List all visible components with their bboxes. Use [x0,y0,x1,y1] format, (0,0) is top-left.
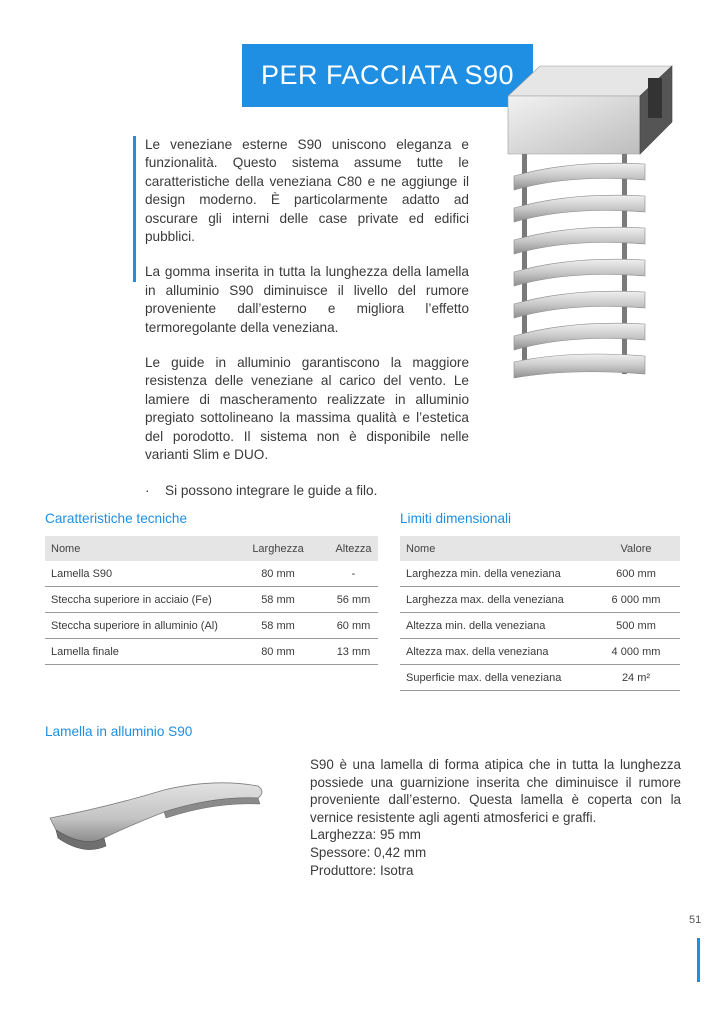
table-cell: Altezza max. della veneziana [400,639,592,665]
intro-paragraph: Le guide in alluminio garantiscono la maggiore resistenza delle veneziane al carico del vento. Le lamiere di mascheramento realizzate in alluminio pregiato sottolineano la massima qualità e l’estetica del porodotto. Il sistema non è disponibile nelle varianti Slim e DUO. [145,355,469,463]
table-cell: Lamella finale [45,639,227,665]
table-cell: 4 000 mm [592,639,680,665]
lamella-width: Larghezza: 95 mm [310,827,421,843]
limits-table [400,536,680,691]
lamella-description-text: S90 è una lamella di forma atipica che in tutta la lunghezza possiede una guarnizione inserita che diminuisce il rumore proveniente dall’esterno. Questa lamella è coperta con la vernice resistente agli agenti atmosferici e graffi. [310,757,681,825]
page-number: 51 [689,914,702,926]
lamella-profile-image [44,772,268,858]
column-header: Nome [45,536,227,561]
table-cell: Larghezza min. della veneziana [400,561,592,587]
table-cell: Lamella S90 [45,561,227,587]
table-cell: 58 mm [227,587,329,613]
table-row [45,639,378,665]
table-cell: 80 mm [227,561,329,587]
intro-paragraph: La gomma inserita in tutta la lunghezza della lamella in alluminio S90 diminuisce il livello del rumore proveniente dall’esterno e migliora l’effetto termoregolante della veneziana. [145,264,469,335]
page-title: PER FACCIATA S90 [260,60,515,90]
intro-text [145,136,469,500]
table-cell: Steccha superiore in acciaio (Fe) [45,587,227,613]
lamella-description [310,756,681,879]
table-cell: Altezza min. della veneziana [400,613,592,639]
table-cell: Larghezza max. della veneziana [400,587,592,613]
column-header: Altezza [329,536,378,561]
lamella-thickness: Spessore: 0,42 mm [310,844,427,860]
table-row [45,587,378,613]
table-cell: - [329,561,378,587]
accent-bar [133,136,136,282]
lamella-section-title: Lamella in alluminio S90 [45,724,193,739]
table-header-row [45,536,378,561]
bullet-text: Si possono integrare le guide a filo. [165,482,378,498]
bullet-dot: · [145,482,150,498]
table-cell: 60 mm [329,613,378,639]
table-cell: 13 mm [329,639,378,665]
table-cell: 500 mm [592,613,680,639]
table-cell: 56 mm [329,587,378,613]
page-accent-bar [697,938,700,982]
page-title-box [242,44,533,107]
intro-bullet [145,482,469,500]
table-cell: Superficie max. della veneziana [400,665,592,691]
table-row [400,613,680,639]
limits-section-title: Limiti dimensionali [400,511,512,526]
column-header: Valore [592,536,680,561]
table-cell: 58 mm [227,613,329,639]
intro-paragraph: Le veneziane esterne S90 uniscono eleganza e funzionalità. Questo sistema assume tutte le caratteristiche della veneziana C80 e ne aggiunge il design moderno. È particolarmente adatto ad oscurare gli interni delle case private ed edifici pubblici. [145,137,469,245]
lamella-producer: Produttore: Isotra [310,862,414,878]
table-row [400,665,680,691]
table-header-row [400,536,680,561]
table-cell: 24 m² [592,665,680,691]
venetian-blind-image [500,56,680,386]
table-cell: 80 mm [227,639,329,665]
column-header: Nome [400,536,592,561]
column-header: Larghezza [227,536,329,561]
table-row [45,613,378,639]
table-row [400,587,680,613]
table-row [45,561,378,587]
table-row [400,561,680,587]
table-cell: 6 000 mm [592,587,680,613]
table-cell: 600 mm [592,561,680,587]
tech-table [45,536,378,665]
table-row [400,639,680,665]
table-cell: Steccha superiore in alluminio (Al) [45,613,227,639]
tech-section-title: Caratteristiche tecniche [45,511,188,526]
